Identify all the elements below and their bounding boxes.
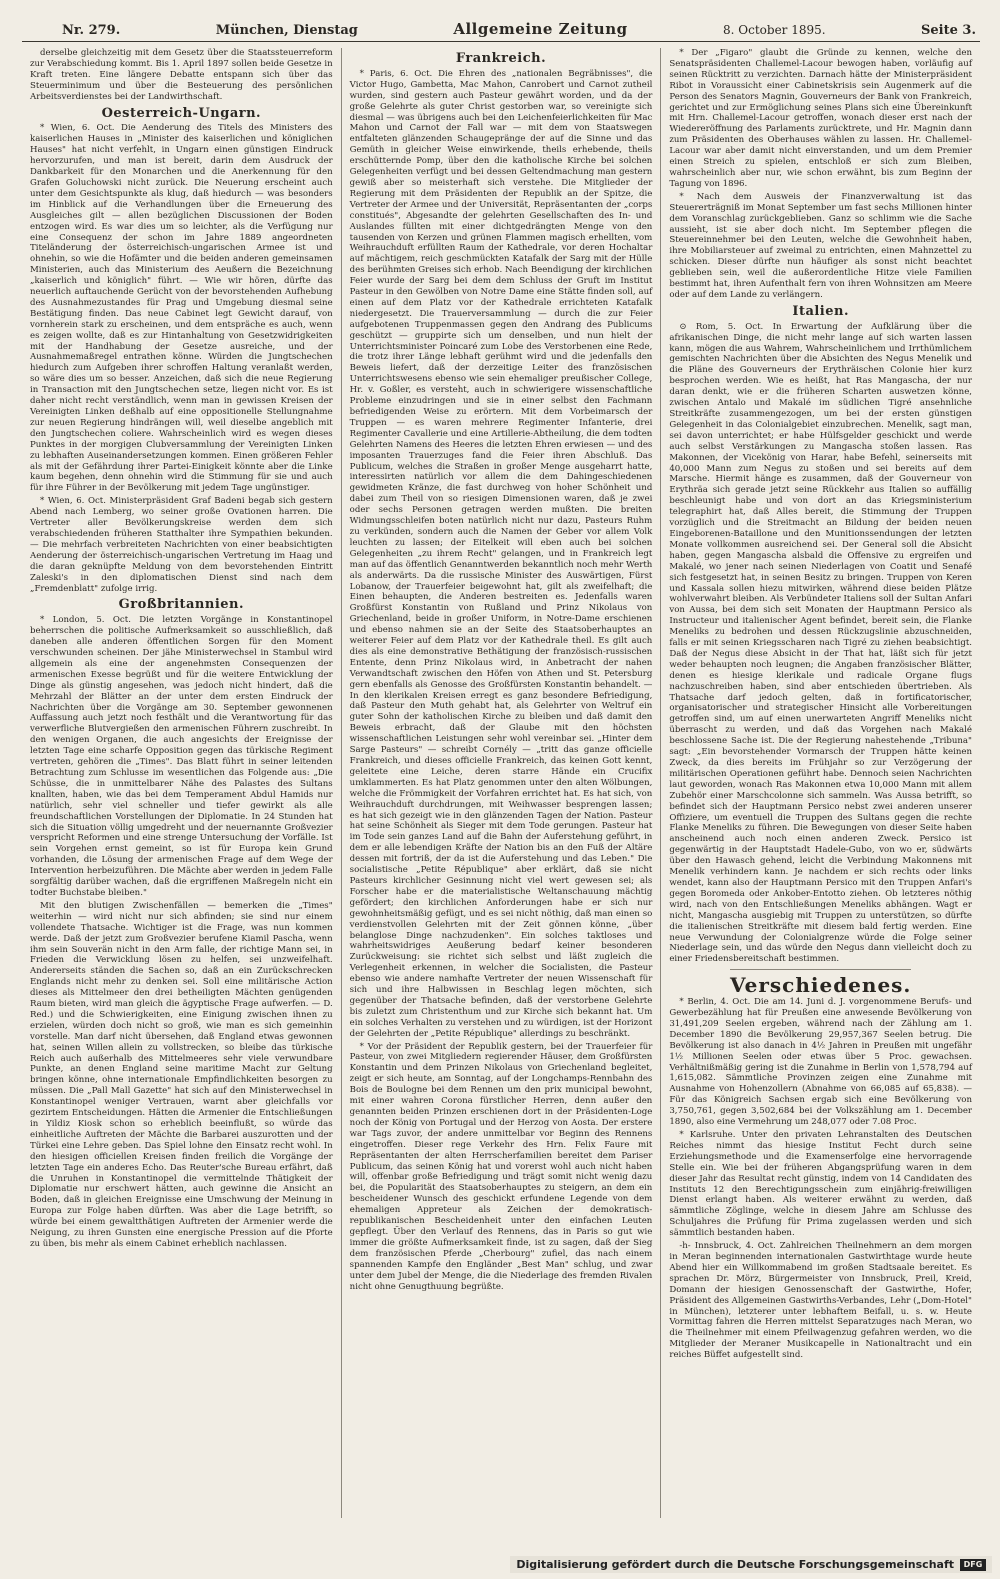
article-paragraph: * Paris, 6. Oct. Die Ehren des „nationalen Begräbnisses", die Victor Hugo, Gambetta, Mac Mahon, Canrobert und Carnot zutheil wurden, sind gestern auch Pasteur gewährt worden, und da der große Gelehrte als guter Christ gestorben war, so vereinigte sich diesmal — was übrigens auch bei den Leichenfeierlichkeiten für Mac Mahon und Carnot der Fall war — mit dem von Staatswegen entfalteten glänzenden Schaugepränge der auf die Sinne und das Gemüth in gleicher Weise einwirkende, theils erhebende, theils erschütternde Pomp, über den die katholische Kirche bei solchen Gelegenheiten verfügt und bei dessen Geltendmachung man gestern gewiß aber so meisterhaft sich verstehe. Die Mitglieder der Regierung mit dem Präsidenten der Republik an der Spitze, die Vertreter der Armee und der Universität, Repräsentanten der „corps constitués", Abgesandte der gelehrten Gesellschaften des In- und Auslandes füllten mit einer dichtgedrängten Menge von den tausenden von Kerzen und grünen Flammen magisch erhellten, vom Weihrauchduft erfüllten Raum der Kathedrale, vor deren Hochaltar auf mächtigem, reich geschmückten Katafalk der Sarg mit der Hülle des berühmten Greises sich erhob. Nach Beendigung der kirchlichen Feier wurde der Sarg bei dem dem Schluss der Gruft im Institut Pasteur in den Gewölben von Notre Dame eine Stätte finden soll, auf einen auf dem Platz vor der Kathedrale errichteten Katafalk niedergesetzt. Die Trauerversammlung — durch die zur Feier aufgebotenen Truppenmassen gegen den Andrang des Publicums geschützt — gruppirte sich um denselben, und nun hielt der Unterrichtsminister Poincaré zum Lobe des Verstorbenen eine Rede, die trotz ihrer Länge lebhaft gerühmt wird und die jedenfalls den Beweis liefert, daß der derzeitige Leiter des französischen Unterrichtswesens ebenso wie sein ehemaliger preußischer College, Hr. v. Goßler, es versteht, auch in schwierigere wissenschaftliche Probleme einzudringen und sie in einer selbst den Fachmann befriedigenden Weise zu erörtern. Mit dem Vorbeimarsch der Truppen — es waren mehrere Regimenter Infanterie, drei Regimenter Cavallerie und eine Artillerie-Abtheilung, die dem todten Gelehrten Namens des Heeres die letzten Ehren erwiesen — und des imposanten Trauerzuges fand die Feier ihren Abschluß. Das Publicum, welches die Straßen in großer Menge ausgeharrt hatte, interessirten natürlich vor allem die dem Dahingeschiedenen gewidmeten Kränze, die fast durchweg von hoher Schönheit und dabei zum Theil von so riesigen Dimensionen waren, daß je zwei oder sechs Personen getragen werden mußten. Die breiten Widmungsschleifen boten natürlich nicht nur dazu, Pasteurs Ruhm zu verkünden, sondern auch die Namen der Geber vor allem Volk leuchten zu lassen; der Eitelkeit will eben auch bei solchen Gelegenheiten „zu ihrem Recht" gelangen, und in Frankreich legt man auf das öffentlich Genanntwerden bekanntlich noch mehr Werth als anderwärts. Da die russische Minister des Auswärtigen, Fürst Lobanow, der Trauerfeier beigewohnt hat, gilt als zweifelhaft; die Einen behaupten, die Anderen bestreiten es. Jedenfalls waren Großfürst Konstantin von Rußland und Prinz Nikolaus von Griechenland, beide in großer Uniform, in Notre-Dame erschienen und ebenso nahmen sie an der Seite des Staatsoberhauptes an weiterer Feier auf dem Platz vor der Kathedrale theil. Es gilt auch dies als eine demonstrative Bethätigung der französisch-russischen Entente, denn Prinz Nikolaus wird, in Anbetracht der nahen Verwandtschaft zwischen den Höfen von Athen und St. Petersburg gern ebenfalls als Genosse des Großfürsten Konstantin behandelt. — In den klerikalen Kreisen erregt es ganz besondere Befriedigung, daß Pasteur den Muth gehabt hat, als Gelehrter von Weltruf ein guter Sohn der katholischen Kirche zu bleiben und daß damit den Beweis erbracht, daß der Glaube mit den höchsten wissenschaftlichen Leistungen sehr wohl vereinbar sei. „Hinter dem Sarge Pasteurs" — schreibt Cornély — „tritt das ganze officielle Frankreich, und dieses officielle Frankreich, das keinen Gott kennt, geleitete eine Leiche, deren starre Hände ein Crucifix umklammerten. Es hat Platz genommen unter den alten Wölbungen, welche die Frömmigkeit der Vorfahren errichtet hat. Es hat sich, von Weihrauchduft durchdrungen, mit Weihwasser besprengen lassen; es hat sich gezeigt wie in den glänzenden Tagen der Nation. Pasteur hat seine Schönheit als Sieger mit dem Tode gerungen. Pasteur hat im Tode sein ganzes Land auf die Bahn der Auferstehung geführt, in dem er alle lebendigen Kräfte der Nation bis an den Fuß der Altäre dessen mit fortriß, der da ist die Auferstehung und das Leben." Die socialistische „Petite République" aber erklärt, daß sie nicht Pasteurs kirchlicher Gesinnung nicht viel wert gewesen sei; als Forscher habe er die materialistische Weltanschauung mächtig gefördert; den kirchlichen Anforderungen habe er sich nur gewohnheitsmäßig gefügt, und es sei nicht nöthig, daß man einen so verdienstvollen Gelehrten mit der Zeit gönnen könne, „über belanglose Dinge nachzudenken". Ein solches taktloses und wahrheitswidriges Aeußerung bedarf keiner besonderen Zurückweisung: sie richtet sich selbst und läßt zugleich die Verlegenheit erkennen, in welcher die Socialisten, die Pasteur ebenso wie andere namhafte Vertreter der neuen Wissenschaft für sich und ihre Halbwissen in Beschlag legen möchten, sich gegenüber der Thatsache befinden, daß der verstorbene Gelehrte bis zuletzt zum Christenthum und zur Kirche sich bekannt hat. Um ein solches Verhalten zu verstehen und zu würdigen, ist der Horizont der Gelehrten der „Petite République" allerdings zu beschränkt.	[349, 68, 653, 1039]
page-number: Seite 3.	[921, 23, 976, 38]
article-paragraph: * Nach dem Ausweis der Finanzverwaltung ist das Steuererträgniß im Monat September um fast sechs Millionen hinter dem Voranschlag zurückgeblieben. Ganz so schlimm wie die Sache aussieht, ist sie aber doch nicht. Im September pflegen die Steuereinnehmer bei den Leuten, welche die Gewohnheit haben, ihre Mobiliarsteuer auf zweimal zu entrichten, einen Mahnzettel zu schicken. Dieser dürfte nun häufiger als sonst nicht beachtet geblieben sein, weil die außerordentliche Hitze viele Familien bestimmt hat, ihren Aufenthalt fern von ihren Wohnsitzen am Meere oder auf dem Lande zu verlängern.	[669, 191, 973, 300]
section-heading: Italien.	[792, 303, 849, 319]
article-paragraph: * Wien, 6. Oct. Ministerpräsident Graf Badeni begab sich gestern Abend nach Lemberg, wo seiner große Ovationen harren. Die Vertreter aller Bevölkerungskreise werden dem sich verabschiedenden früheren Statthalter ihre Sympathien bekunden. — Die mehrfach verbreiteten Nachrichten von einer beabsichtigten Aenderung der österreichisch-ungarischen Vertretung im Haag und die daran geknüpfte Meldung von dem bevorstehenden Eintritt Zaleski's in den diplomatischen Dienst sind nach dem „Fremdenblatt" zufolge irrig.	[30, 496, 333, 594]
paper-title: Allgemeine Zeitung	[453, 20, 628, 38]
article-paragraph: * Berlin, 4. Oct. Die am 14. Juni d. J. vorgenommene Berufs- und Gewerbezählung hat für Preußen eine anwesende Bevölkerung von 31,491,209 Seelen ergeben, während nach der Zählung am 1. December 1890 die Bevölkerung 29,957,367 Seelen betrug. Die Bevölkerung ist also danach in 4½ Jahren in Preußen mit ungefähr 1½ Millionen Seelen oder etwas über 5 Proc. gewachsen. Verhältnißmäßig gering ist die Zunahme in Berlin von 1,578,794 auf 1,615,082. Sämmtliche Provinzen zeigen eine Zunahme mit Ausnahme von Hohenzollern (Abnahme von 66,085 auf 65,838). — Für das Königreich Sachsen ergab sich eine Bevölkerung von 3,750,761, gegen 3,502,684 bei der Volkszählung am 1. December 1890, also eine Vermehrung um 248,077 oder 7.08 Proc.	[669, 997, 973, 1128]
article-paragraph: derselbe gleichzeitig mit dem Gesetz über die Staatssteuerreform zur Verabschiedung kommt. Bis 1. April 1897 sollen beide Gesetze in Kraft treten. Eine längere Debatte entspann sich über das Steuerminimum und über die Besteuerung des persönlichen Arbeitsverdienstes bei der Landwirthschaft.	[30, 48, 333, 102]
newspaper-page	[22, 20, 980, 1530]
section-heading: Oesterreich-Ungarn.	[101, 105, 262, 121]
issue-number: Nr. 279.	[62, 23, 121, 38]
article-paragraph: Mit den blutigen Zwischenfällen — bemerken die „Times" weiterhin — wird nicht nur sich abfinden; sie sind nur einem vollendete Thatsache. Wichtiger ist die Frage, was nun kommen werde. Daß der jetzt zum Großvezier berufene Kiamil Pascha, wenn ihm sein Souverän nicht in den Arm falle, der richtige Mann sei, in Frieden die Verwicklung lösen zu helfen, sei unzweifelhaft. Andererseits ständen die Sachen so, daß an ein Zurückschrecken Englands nicht mehr zu denken sei. Soll eine militärische Action dieses als Mittelmeer den drei betheiligten Mächten genügenden Raum bieten, wird man gleich die ägyptische Frage aufwerfen. — D. Red.) und die Schwierigkeiten, eine Einigung zwischen ihnen zu erzielen, würden doch nicht so groß, wie man es sich gemeinhin vorstelle. Man darf nicht übersehen, daß England etwas gewonnen hat, seinen Willen allein zu vollstrecken, so bleibe das türkische Reich auch außerhalb des Mittelmeeres sehr viele verwundbare Punkte, an denen England seine maritime Macht zur Geltung bringen könne, ohne internationale Empfindlichkeiten besorgen zu müssen. Die „Pall Mall Gazette" hat sich auf den Ministerwechsel in Konstantinopel weniger Vertrauen, warnt aber gleichfalls vor gezirtem Entscheidungen. Hätten die Armenier die Entschließungen in Yildiz Kiosk schon so erheblich beeinflußt, so würde das einheitliche Auftreten der Mächte die Barbarei auszurotten und der Türkei eine Lehre geben. Das Spiel lohne den Einsatz recht wohl. In den hiesigen officiellen Kreisen finden freilich die Vorgänge der letzten Tage ein anderes Echo. Das Reuter'sche Bureau erfährt, daß die Unruhen in Konstantinopel die vermittelnde Thätigkeit der Diplomatie nur erschwert hätten, auch gewinne die Ansicht an Boden, daß in gleichen Ereignisse eine Umschwung der Meinung in Europa zur Folge haben dürften. Was aber die Lage betrifft, so würde bei einem gewaltthätigen Auftreten der Armenier werde die Neigung, zu ihren Gunsten eine energische Pression auf die Pforte zu üben, bis mehr als einem Cabinet erheblich nachlassen.	[30, 900, 333, 1249]
masthead	[22, 20, 980, 42]
issue-date: 8. October 1895.	[723, 23, 826, 37]
article-paragraph: * Vor der Präsident der Republik gestern, bei der Trauerfeier für Pasteur, von zwei Mitgliedern regierender Häuser, dem Großfürsten Konstantin und dem Prinzen Nikolaus von Griechenland begleitet, zeigt er sich heute, am Sonntag, auf der Longchamps-Rennbahn des Bois de Boulogne bei dem Rennen um den prix municipal bewohnt, mit einer wahren Corona fürstlicher Herren, denn außer den genannten beiden Prinzen erschienen dort in der Präsidenten-Loge noch der König von Portugal und der Herzog von Aosta. Der erstere war Tags zuvor, der andere unmittelbar vor Beginn des Rennens eingetroffen. Dieser rege Verkehr des Hrn. Felix Faure mit Repräsentanten der alten Herrscherfamilien bereitet dem Pariser Publicum, das seinen König hat und vorerst wohl auch nicht haben will, offenbar große Befriedigung und trägt somit nicht wenig dazu bei, die Popularität des Staatsoberhauptes zu steigern, an dem ein bescheidener Wunsch des geschickt erfundene Legende von dem ehemaligen Appreteur als Zeichen der demokratisch-republikanischen Bescheidenheit unter den einfachen Leuten gepflegt. Über den Verlauf des Rennens, das in Paris so gut wie immer die größte Aufmerksamkeit finde, ist zu sagen, daß der Sieg dem französischen Pferde „Cherbourg" zufiel, das nach einem spannenden Kampfe den Engländer „Best Man" schlug, und zwar unter dem Jubel der Menge, die die Niederlage des fremden Rivalen nicht ohne Genugthuung begrüßte.	[349, 1041, 653, 1292]
section-heading: Großbritannien.	[118, 597, 245, 613]
article-paragraph: * Karlsruhe. Unter den privaten Lehranstalten des Deutschen Reiches nimmt das hiesige Institut Fecht durch seine Erziehungsmethode und die Examenserfolge eine hervorragende Stelle ein. Wie bei der früheren Abgangsprüfung waren in dem dieser Jahr das Resultat recht günstig, indem von 14 Candidaten des Instituts 12 den Berechtigungsschein zum einjährig-freiwilligen Dienst erlangt haben. Als weiterer erwähnt zu werden, daß sämmtliche Zöglinge, welche in diesem Jahre am Schlusse des Schuljahres die Prüfung für Prima zugelassen werden und sich sämmtlich bestanden haben.	[669, 1130, 973, 1239]
place-day: München, Dienstag	[215, 23, 358, 38]
column-3	[660, 48, 980, 1518]
section-heading: Frankreich.	[455, 51, 547, 66]
column-2	[341, 48, 661, 1518]
article-paragraph: * Wien, 6. Oct. Die Aenderung des Titels des Ministers des kaiserlichen Hauses in „Minister des kaiserlichen und königlichen Hauses" hat nicht verfehlt, in Ungarn einen günstigen Eindruck hervorzurufen, und man ist bereit, darin dem Ausdruck der Dankbarkeit für den Monarchen und die Anerkennung für den Grafen Goluchowski nicht zurück. Die Neuerung erscheint auch unter dem Gesichtspunkte als klug, daß hiedurch — was besonders im Hinblick auf die Verhandlungen über die Erneuerung des Ausgleiches gilt — allen bezüglichen Discussionen der Boden entzogen wird. Es war dies um so leichter, als die Verfügung nur eine Consequenz der schon im Jahre 1889 angeordneten Titeländerung der österreichisch-ungarischen Armee ist und ohnehin, so wie die Hofämter und die beiden anderen gemeinsamen Ministerien, auch das Ministerium des Aeußern die Bezeichnung „kaiserlich und königlich" führt. — Wie wir hören, dürfte das neuerlich auftauchende Gerücht von der bevorstehenden Aufhebung des Ausnahmezustandes für Prag und Umgebung diesmal seine Bestätigung finden. Das neue Cabinet legt Gewicht darauf, von vornherein stark zu erscheinen, und dem entspräche es auch, wenn es zeigen wollte, daß es zur Hintanhaltung von Gesetzwidrigkeiten mit der Handhabung der Gesetze ausreiche, und der Ausnahmemaßregel entrathen könne. Würden die Jungtschechen hiedurch zum Aufgeben ihrer schroffen Haltung veranlaßt werden, so wäre dies um so besser. Anzeichen, daß sich die neue Regierung in Transaction mit den Jungtschechen setze, liegen nicht vor. Es ist daher nicht recht verständlich, wenn man in gewissen Kreisen der Vereinigten Linken deßhalb auf eine oppositionelle Stellungnahme zur neuen Regierung hindrängen will, weil dieselbe angeblich mit den Jungtschechen coliere. Wahrscheinlich wird es wegen dieses Punktes in der morgigen Clubversammlung der Vereinigten Linken zu lebhaften Auseinandersetzungen kommen. Einen größeren Fehler als mit der Gefährdung ihrer Partei-Einigkeit könnte aber die Linke kaum begehen, denn ohnehin wird die Stimmung für sie und auch für ihre Führer in der Bevölkerung mit jedem Tage ungünstiger.	[30, 123, 333, 494]
article-paragraph: -h- Innsbruck, 4. Oct. Zahlreichen Theilnehmern an dem morgen in Meran beginnenden internationalen Gastwirthtage wurde heute Abend hier ein Willkommabend im großen Stadtsaale bereitet. Es sprachen Dr. Mörz, Bürgermeister von Innsbruck, Preil, Kreid, Domann der hiesigen Genossenschaft der Gastwirthe, Hofer, Präsident des Allgemeinen Gastwirths-Verbandes, Lehr („Dom-Hotel" in München), letzterer unter lebhaftem Beifall, u. s. w. Heute Vormittag fahren die Herren mittelst Separatzuges nach Meran, wo die Theilnehmer mit einem Pfeilwagenzug gefahren werden, wo die Mitglieder der Meraner Musikcapelle in Nationaltracht und ein reiches Büffet aufgestellt sind.	[669, 1241, 973, 1361]
column-1	[22, 48, 341, 1518]
divider	[730, 969, 912, 970]
article-paragraph: * London, 5. Oct. Die letzten Vorgänge in Konstantinopel beherrschen die politische Aufmerksamkeit so ausschließlich, daß daneben alle anderen öffentlichen Sorgen für den Moment verschwunden scheinen. Der jähe Ministerwechsel in Stambul wird allgemein als eine der angenehmsten Consequenzen der armenischen Exesse begrüßt und für die weitere Entwicklung der Dinge als günstig angesehen, was jedoch nicht hindert, daß die Mehrzahl der Blätter an der unter dem ersten Eindruck der Nachrichten über die Vorgänge am 30. September gewonnenen Auffassung auch jetzt noch festhält und die Verantwortung für das verwerfliche Blutvergießen den armenischen Führern zuschreibt. In den wenigen Organen, die auch angesichts der Ereignisse der letzten Tage eine scharfe Opposition gegen das türkische Regiment vertreten, gehören die „Times". Das Blatt führt in seiner leitenden Betrachtung zum Schlusse im wesentlichen das Folgende aus: „Die Schüsse, die in unmittelbarer Nähe des Palastes des Sultans knallten, haben, wie das bei dem Temperament Abdul Hamids nur natürlich, sehr viel schneller und tiefer gewirkt als alle freundschaftlichen Vorstellungen der Diplomatie. In 24 Stunden hat sich die Situation völlig umgedreht und der neuernannte Großvezier verspricht Reformen und eine strenge Untersuchung der Vorfälle. Ist sein Vorgehen ernst gemeint, so ist für Europa kein Grund vorhanden, die Lösung der armenischen Frage auf dem Wege der Intervention herbeizuführen. Die Mächte aber werden in jedem Falle sorgfältig darüber wachen, daß die ergriffenen Maßregeln nicht ein todter Buchstabe bleiben."	[30, 615, 333, 898]
credit-text: Digitalisierung gefördert durch die Deutsche Forschungsgemeinschaft	[516, 1558, 954, 1571]
digitization-credit	[510, 1556, 992, 1573]
section-heading: Verschiedenes.	[729, 973, 912, 998]
article-paragraph: ⊙ Rom, 5. Oct. In Erwartung der Aufklärung über die afrikanischen Dinge, die nicht mehr lange auf sich warten lassen kann, mögen die aus Wahrem, Wahrscheinlichem und Irrthümlichem gemischten Nachrichten über die Absichten des Negus Menelik und die Pläne des Gouverneurs der Erythräischen Colonie hier kurz besprochen werden. Wie es heißt, hat Ras Mangascha, der nur daran denkt, wie er die früheren Scharten auswetzen könne, zwischen Antalo und Makalé im südlichen Tigré ansehnliche Streitkräfte zusammengezogen, um bei der ersten günstigen Gelegenheit in das Colonialgebiet einzubrechen. Menelik, sagt man, sei davon unterrichtet; er habe Hülfsgelder geschickt und werde auch selbst Verstärkungen zu Mangascha stoßen lassen. Ras Makonnen, der Vicekönig von Harar, habe Befehl, seinerseits mit 40,000 Mann zum Negus zu stoßen und sei bereits auf dem Marsche. Hiermit hänge es zusammen, daß der Gouverneur von Erythräa sich gerade jetzt seine Rückkehr aus Italien so auffällig beschleunigt habe und von dort an das Kriegsministerium telegraphirt hat, daß Alles bereit, die Stimmung der Truppen vorzüglich und die Streitmacht an Bildung der beiden neuen Eingeborenen-Bataillone und den Munitionssendungen der letzten Monate vollkommen ausreichend sei. Der General soll die Absicht haben, gegen Mangascha alsbald die Offensive zu ergreifen und Makalé, wo jener nach seinen Niederlagen von Coatit und Senafé sich festgesetzt hat, in seinen Besitz zu bringen. Truppen von Keren und Kassala sollen hiezu mitwirken, während diese beiden Plätze wohlverwahrt bleiben. Als Verbündeter Italiens soll der Sultan Anfari von Aussa, bei dem sich seit Monaten der Hauptmann Persico als Instructeur und italienischer Agent befindet, bereit sein, die Flanke Meneliks zu bedrohen und dessen Rückzugslinie abzuschneiden, falls er mit seinen Kriegsscharen nach Tigré zu ziehen beabsichtigt. Daß der Negus diese Absicht in der That hat, läßt sich für jetzt weder behaupten noch leugnen; die Angaben französischer Blätter, denen es hiesige klerikale und radicale Organe flugs nachzuschreiben haben, sind aber entschieden übertrieben. Als Thatsache darf jedoch gelten, daß in fortificatorischer, organisatorischer und strategischer Hinsicht alle Vorbereitungen getroffen sind, um auf einen unerwarteten Angriff Meneliks nicht überrascht zu werden, und daß das Vorgehen nach Makalé beschlossene Sache ist. Die der Regierung nahestehende „Tribuna" sagt: „Ein bevorstehender Vormarsch der Truppen hätte keinen Zweck, da dies bereits im Frühjahr so zur Verzögerung der militärischen Operationen geführt habe. Dennoch seien Nachrichten laut geworden, wonach Ras Makonnen etwa 10,000 Mann mit allem Zubehör einer Marschcolonne sich sammeln. Was Aussa betrifft, so befindet sich der Hauptmann Persico nebst zwei anderen unserer Offiziere, um eventuell die Truppen des Sultans gegen die rechte Flanke Meneliks zu führen. Die Bewegungen von dieser Seite haben anscheinend auch noch einen anderen Zweck. Persico ist gegenwärtig in der Hauptstadt Hadele-Gubo, von wo er, südwärts über den Hawasch gehend, leicht die Verbindung Makonnens mit Menelik verhindern kann. Je nachdem er sich rechts oder links wendet, kann also der Hauptmann Persico mit den Truppen Anfari's gegen Boromeda oder Ankober-Entotto ziehen. Ob letzteres nöthig wird, nach von den Entschließungen Meneliks abhängen. Wagt er nicht, Mangascha ausgiebig mit Truppen zu unterstützen, so dürfte die italienischen Streitkräfte mit diesem bald fertig werden. Eine neue Verwundung der Colonialgrenze würde die Folge seiner Niederlage sein, und das würde den Negus dann vielleicht doch zu einer Friedensbereitschaft bestimmen.	[669, 321, 973, 965]
columns	[22, 48, 980, 1518]
dfg-logo-icon: DFG	[960, 1559, 986, 1571]
article-paragraph: * Der „Figaro" glaubt die Gründe zu kennen, welche den Senatspräsidenten Challemel-Lacour bewogen haben, vorläufig auf seinen Rücktritt zu verzichten. Darnach hätte der Ministerpräsident Ribot in Voraussicht einer Cabinetskrisis sein Augenmerk auf die Person des Senators Magnin, Gouverneurs der Bank von Frankreich, gerichtet und zur Ermöglichung seines Plans sich eine Übereinkunft mit Hrn. Challemel-Lacour getroffen, wonach dieser erst nach der Wiedereröffnung des Parlaments zurücktrete, und Hr. Magnin dann zum Präsidenten des Oberhauses wählen zu lassen. Hr. Challemel-Lacour war aber damit nicht einverstanden, und um dem Premier einen Streich zu spielen, entschloß er sich zum Bleiben, wahrscheinlich aber nur, wie schon erwähnt, bis zum Beginn der Tagung von 1896.	[669, 48, 973, 189]
